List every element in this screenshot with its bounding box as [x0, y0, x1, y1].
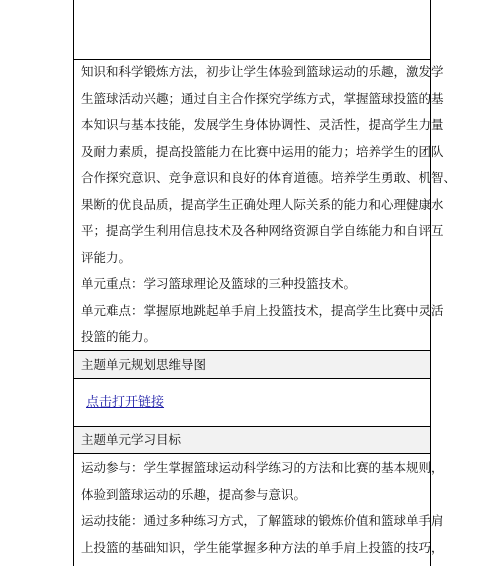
text-line: 及耐力素质，提高投篮能力在比赛中运用的能力；培养学生的团队 — [81, 143, 444, 159]
text-line: 上投篮的基础知识，学生能掌握多种方法的单手肩上投篮的技巧， — [81, 539, 444, 555]
objectives-cell — [74, 454, 444, 566]
text-line: 平；提高学生利用信息技术及各种网络资源自学自练能力和自评互 — [81, 223, 444, 238]
text-line: 本知识与基本技能，发展学生身体协调性、灵活性，提高学生力量 — [81, 117, 444, 132]
text-line: 体验到篮球运动的乐趣，提高参与意识。 — [81, 486, 307, 502]
text-line: 评能力。 — [81, 249, 132, 265]
text-line: 知识和科学锻炼方法，初步让学生体验到篮球运动的乐趣，激发学 — [81, 64, 444, 79]
unit-goals-cell — [74, 0, 457, 350]
mindmap-header-cell — [74, 350, 430, 379]
unit-plan-table — [73, 0, 457, 566]
text-line: 投篮的能力。 — [81, 329, 157, 344]
text-line: 果断的优良品质，提高学生正确处理人际关系的能力和心理健康水 — [81, 196, 444, 212]
unit-difficulty: 单元难点：掌握原地跳起单手肩上投篮技术，提高学生比赛中灵活 — [81, 302, 444, 318]
open-link[interactable]: 点击打开链接 — [86, 395, 165, 410]
text-line: 生篮球活动兴趣；通过自主合作探究学练方式，掌握篮球投篮的基 — [81, 90, 444, 106]
unit-goals-text — [81, 59, 456, 351]
objectives-text — [81, 455, 444, 561]
objectives-header: 主题单元学习目标 — [81, 432, 182, 447]
text-line: 运动参与：学生掌握篮球运动科学练习的方法和比赛的基本规则， — [81, 460, 444, 475]
text-line: 运动技能：通过多种练习方式，了解篮球的锻炼价值和篮球单手肩 — [81, 513, 444, 528]
objectives-header-cell — [74, 426, 430, 454]
mindmap-link-cell — [74, 379, 430, 426]
unit-key-point: 单元重点：学习篮球理论及篮球的三种投篮技术。 — [81, 276, 357, 291]
mindmap-header: 主题单元规划思维导图 — [81, 357, 207, 372]
text-line: 合作探究意识、竞争意识和良好的体育道德。培养学生勇敢、机智、 — [81, 170, 457, 185]
